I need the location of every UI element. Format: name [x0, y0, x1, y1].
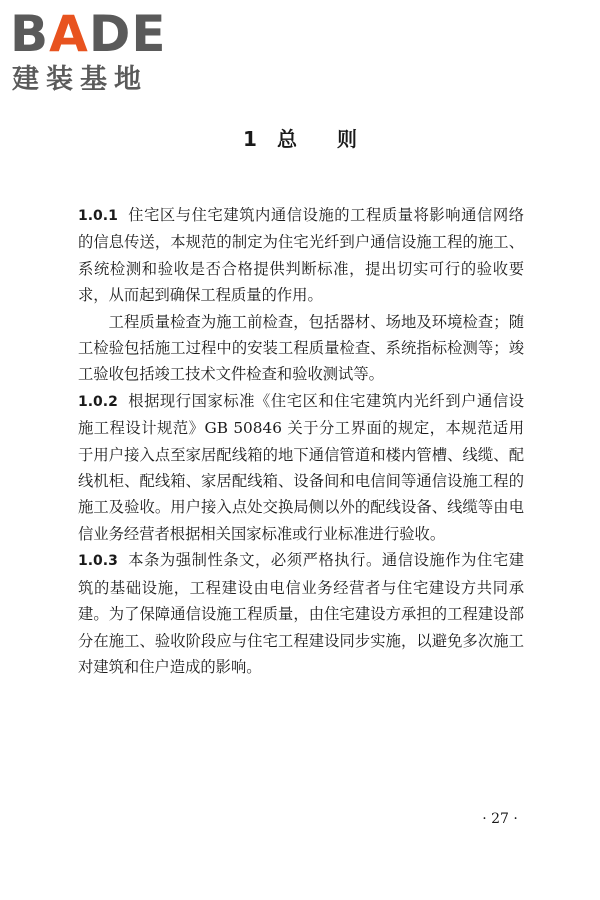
logo-subtitle: 建装基地: [12, 64, 148, 95]
clause-text: 根据现行国家标准《住宅区和住宅建筑内光纤到户通信设施工程设计规范》GB 50846 关于分工界面的规定，本规范适用于用户接入点至家居配线箱的地下通信管道和楼内管槽、线缆、配线机柜、配线箱、家居配线箱、设备间和电信间等通信设施工程的施工及验收。用户接入点处交换局侧以外的配线设备、线缆等由电信业务经营者根据相关国家标准或行业标准进行验收。: [78, 391, 524, 543]
clause-text: 本条为强制性条文，必须严格执行。通信设施作为住宅建筑的基础设施，工程建设由电信业务经营者与住宅建设方共同承建。为了保障通信设施工程质量，由住宅建设方承担的工程建设部分在施工、验收阶段应与住宅工程建设同步实施，以避免多次施工对建筑和住户造成的影响。: [78, 551, 524, 676]
clause-number: 1.0.3: [78, 553, 118, 570]
logo-letter-b: B: [10, 5, 50, 63]
clause-number: 1.0.2: [78, 393, 118, 410]
logo-wordmark: [10, 6, 167, 62]
logo-letters-de: DE: [88, 5, 167, 63]
clause-number: 1.0.1: [78, 208, 118, 224]
page-number: · 27 ·: [482, 811, 518, 827]
document-body: [78, 202, 524, 680]
clause-1-0-2: [78, 388, 524, 547]
clause-1-0-1: [78, 202, 524, 309]
bade-logo: [10, 6, 180, 98]
clause-1-0-3: [78, 547, 524, 680]
chapter-title: 1 总 则: [243, 127, 357, 151]
logo-letter-a-accent: A: [49, 5, 89, 63]
clause-text: 住宅区与住宅建筑内通信设施的工程质量将影响通信网络的信息传送，本规范的制定为住宅光纤到户通信设施工程的施工、系统检测和验收是否合格提供判断标准，提出切实可行的验收要求，从而起到确保工程质量的作用。: [78, 206, 524, 305]
clause-1-0-1-paragraph-2: 工程质量检查为施工前检查，包括器材、场地及环境检查；随工检验包括施工过程中的安装工程质量检查、系统指标检测等；竣工验收包括竣工技术文件检查和验收测试等。: [78, 312, 524, 384]
